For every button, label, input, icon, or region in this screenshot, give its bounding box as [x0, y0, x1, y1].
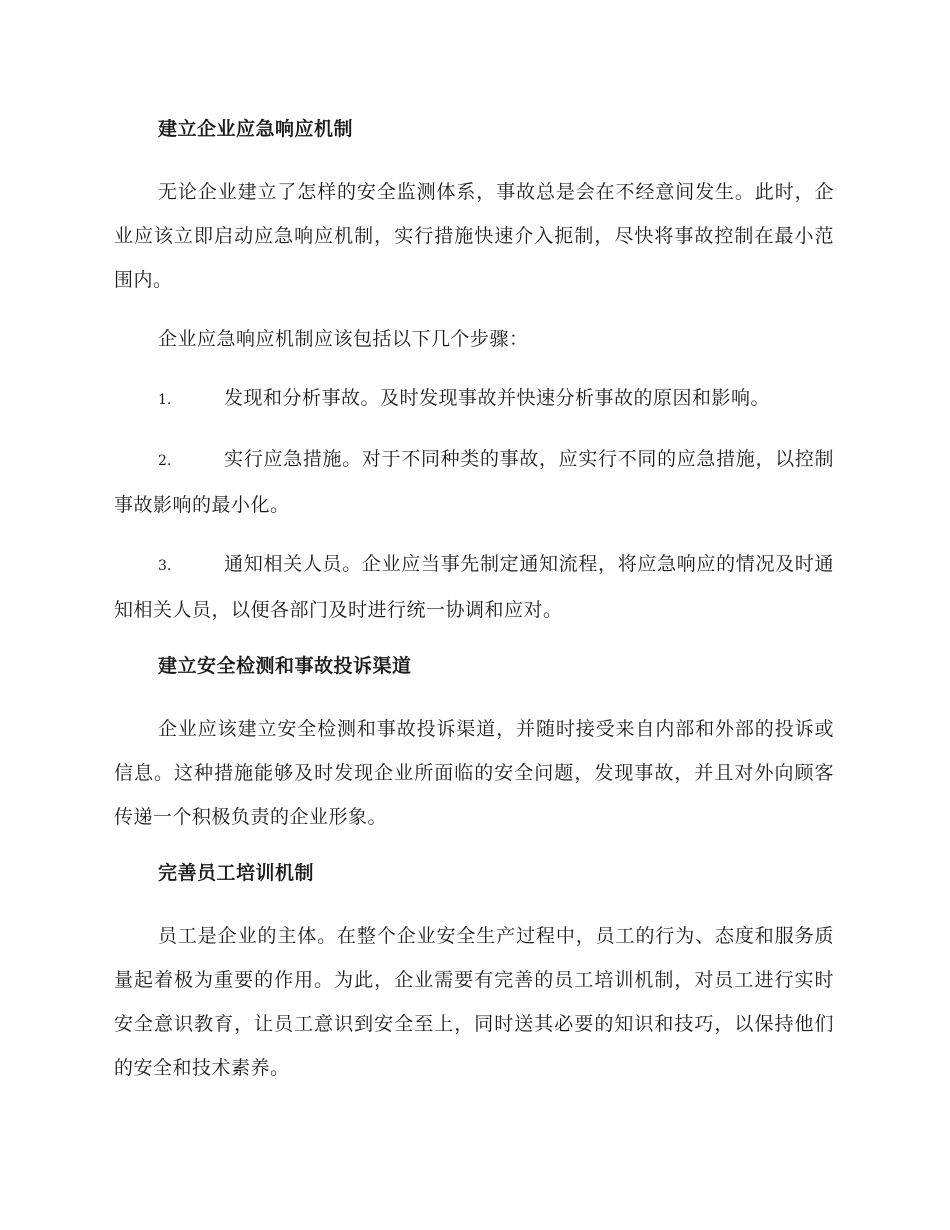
section-heading-staff-training: 完善员工培训机制 [158, 862, 315, 884]
list-item [114, 437, 834, 527]
paragraph: 无论企业建立了怎样的安全监测体系，事故总是会在不经意间发生。此时，企业应该立即启动应急响应机制，实行措施快速介入扼制，尽快将事故控制在最小范围内。 [114, 181, 834, 291]
list-item-text: 发现和分析事故。及时发现事故并快速分析事故的原因和影响。 [224, 387, 771, 409]
list-item [114, 376, 834, 422]
paragraph: 企业应急响应机制应该包括以下几个步骤： [158, 328, 529, 350]
list-number: 3. [158, 558, 172, 574]
list-number: 1. [158, 392, 172, 408]
document-body [114, 110, 834, 1105]
list-item [114, 542, 834, 632]
list-item-text: 通知相关人员。企业应当事先制定通知流程，将应急响应的情况及时通知相关人员，以便各部门及时进行统一协调和应对。 [114, 553, 834, 621]
section-heading-complaint-channel: 建立安全检测和事故投诉渠道 [158, 655, 412, 677]
section-heading-emergency-response: 建立企业应急响应机制 [158, 118, 354, 140]
paragraph: 员工是企业的主体。在整个企业安全生产过程中，员工的行为、态度和服务质量起着极为重要的作用。为此，企业需要有完善的员工培训机制，对员工进行实时安全意识教育，让员工意识到安全至上，同时送其必要的知识和技巧，以保持他们的安全和技术素养。 [114, 925, 834, 1079]
paragraph: 企业应该建立安全检测和事故投诉渠道，并随时接受来自内部和外部的投诉或信息。这种措施能够及时发现企业所面临的安全问题，发现事故，并且对外向顾客传递一个积极负责的企业形象。 [114, 718, 834, 828]
list-item-text: 实行应急措施。对于不同种类的事故，应实行不同的应急措施，以控制事故影响的最小化。 [114, 448, 834, 516]
list-number: 2. [158, 453, 172, 469]
